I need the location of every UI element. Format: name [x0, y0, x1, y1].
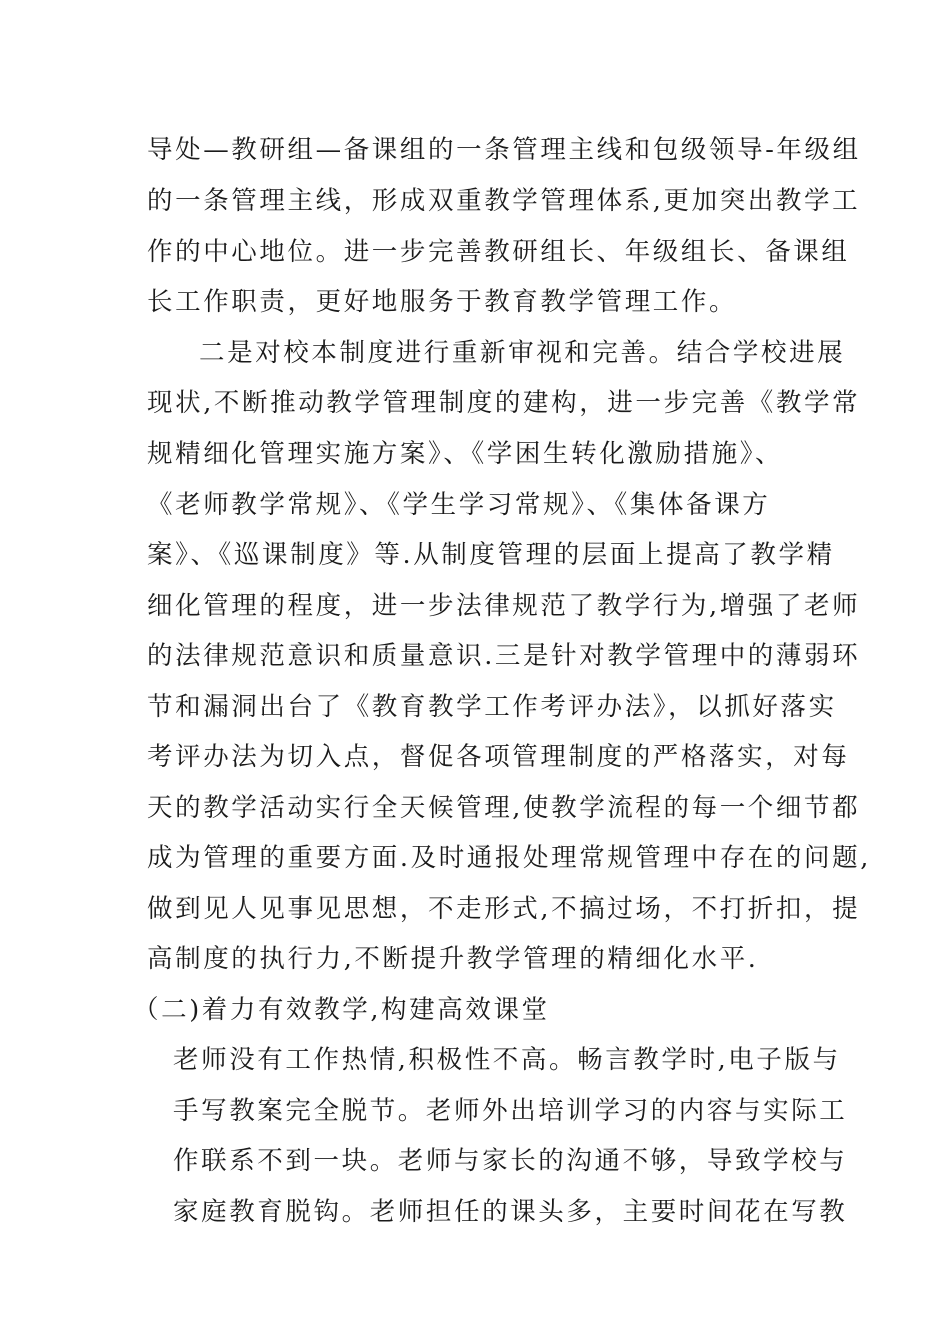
paragraph-line: 导处—教研组—备课组的一条管理主线和包级领导-年级组	[147, 135, 861, 165]
paragraph-line: 二是对校本制度进行重新审视和完善。结合学校进展	[199, 338, 846, 368]
paragraph-line: 规精细化管理实施方案》、《学困生转化激励措施》、	[147, 439, 784, 469]
paragraph-line: 的一条管理主线，形成双重教学管理体系,更加突出教学工	[147, 186, 861, 216]
paragraph-line: 考评办法为切入点，督促各项管理制度的严格落实，对每	[147, 742, 850, 772]
paragraph-line: 成为管理的重要方面.及时通报处理常规管理中存在的问题,	[147, 843, 871, 873]
paragraph-line: 家庭教育脱钩。老师担任的课头多，主要时间花在写教	[173, 1197, 848, 1227]
paragraph-line: 作联系不到一块。老师与家长的沟通不够，导致学校与	[173, 1146, 848, 1176]
paragraph-line: 作的中心地位。进一步完善教研组长、年级组长、备课组	[147, 237, 850, 267]
paragraph-line: 高制度的执行力,不断提升教学管理的精细化水平.	[147, 944, 759, 974]
paragraph-line: 天的教学活动实行全天候管理,使教学流程的每一个细节都	[147, 793, 861, 823]
paragraph-line: 长工作职责，更好地服务于教育教学管理工作。	[147, 287, 738, 317]
paragraph-line: 现状,不断推动教学管理制度的建构，进一步完善《教学常	[147, 388, 861, 418]
paragraph-line: 《老师教学常规》、《学生学习常规》、《集体备课方	[147, 490, 771, 520]
paragraph-line: 老师没有工作热情,积极性不高。畅言教学时,电子版与	[173, 1045, 841, 1075]
section-heading: （二)着力有效教学,构建高效课堂	[133, 995, 550, 1025]
paragraph-line: 做到见人见事见思想，不走形式,不搞过场，不打折扣，提	[147, 894, 861, 924]
paragraph-line: 的法律规范意识和质量意识.三是针对教学管理中的薄弱环	[147, 641, 861, 671]
paragraph-line: 案》、《巡课制度》等.从制度管理的层面上提高了教学精	[147, 540, 835, 570]
paragraph-line: 手写教案完全脱节。老师外出培训学习的内容与实际工	[173, 1096, 848, 1126]
paragraph-line: 节和漏洞出台了《教育教学工作考评办法》，以抓好落实	[147, 692, 837, 722]
paragraph-line: 细化管理的程度，进一步法律规范了教学行为,增强了老师	[147, 591, 861, 621]
